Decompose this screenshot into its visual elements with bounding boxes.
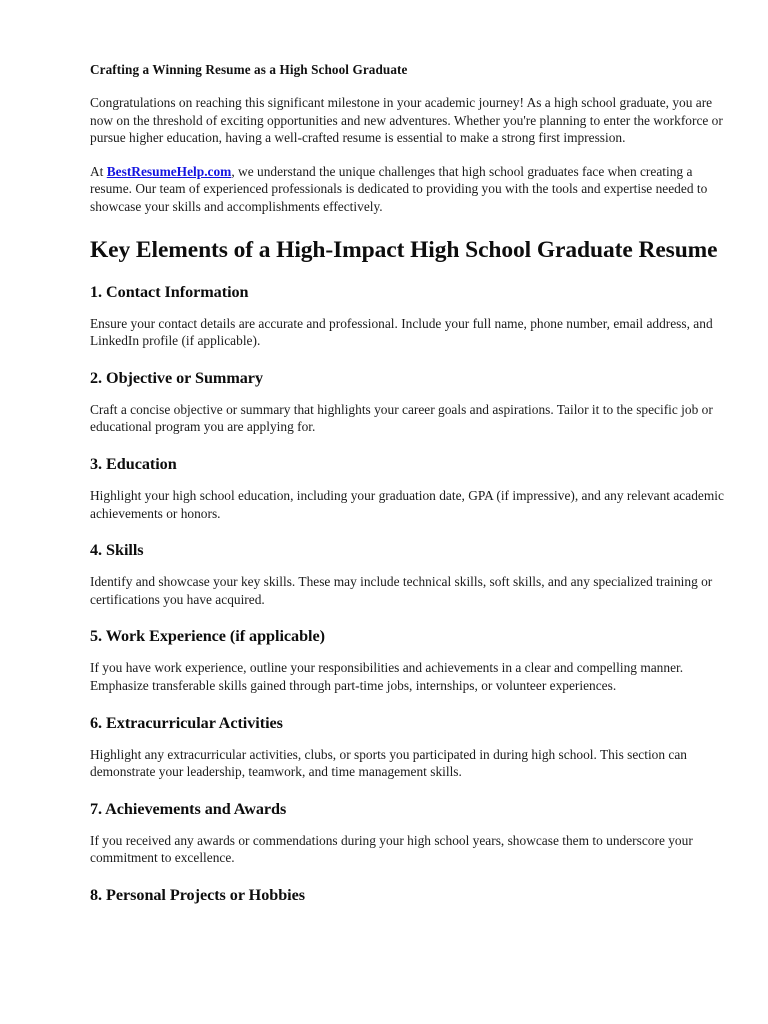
section-heading-4: 4. Skills bbox=[90, 541, 144, 560]
section-objective-or-summary bbox=[90, 368, 726, 436]
section-heading-1: 1. Contact Information bbox=[90, 282, 249, 301]
section-education bbox=[90, 454, 726, 522]
section-paragraph-7: If you received any awards or commendations during your high school years, showcase them to underscore your commitment to excellence. bbox=[90, 832, 693, 866]
section-achievements-and-awards bbox=[90, 799, 726, 867]
document-content bbox=[90, 62, 726, 905]
section-heading-5: 5. Work Experience (if applicable) bbox=[90, 627, 325, 646]
section-heading-6: 6. Extracurricular Activities bbox=[90, 713, 283, 732]
section-skills bbox=[90, 540, 726, 608]
section-extracurricular-activities bbox=[90, 713, 726, 781]
section-paragraph-6: Highlight any extracurricular activities, clubs, or sports you participated in during high school. This section can demonstrate your leadership, teamwork, and time management skills. bbox=[90, 746, 687, 780]
document-title: Crafting a Winning Resume as a High School Graduate bbox=[90, 62, 408, 77]
section-heading-3: 3. Education bbox=[90, 454, 177, 473]
section-work-experience bbox=[90, 626, 726, 694]
section-paragraph-5: If you have work experience, outline your responsibilities and achievements in a clear and compelling manner. Emphasize transferable skills gained through part-time jobs, internships, or volunteer experiences. bbox=[90, 660, 684, 693]
section-heading-2: 2. Objective or Summary bbox=[90, 368, 263, 387]
intro-paragraph: Congratulations on reaching this significant milestone in your academic journey! As a high school graduate, you are now on the threshold of exciting opportunities and new adventures. Whether you're planning to enter the workforce or pursue higher education, having a well-crafted resume is essential to make a strong first impression. bbox=[90, 95, 723, 146]
promo-text-before-link: At bbox=[90, 163, 107, 179]
bestresumehelp-link[interactable]: BestResumeHelp.com bbox=[106, 163, 232, 179]
section-heading-8: 8. Personal Projects or Hobbies bbox=[90, 885, 306, 904]
promo-paragraph bbox=[90, 163, 726, 216]
section-contact-information bbox=[90, 282, 726, 350]
section-heading-7: 7. Achievements and Awards bbox=[90, 799, 287, 818]
section-paragraph-3: Highlight your high school education, including your graduation date, GPA (if impressive), and any relevant academic achievements or honors. bbox=[90, 487, 724, 521]
main-heading: Key Elements of a High-Impact High School Graduate Resume bbox=[90, 236, 718, 263]
section-personal-projects-or-hobbies bbox=[90, 885, 726, 905]
promo-text-after-link: , we understand the unique challenges that high school graduates face when creating a resume. Our team of experienced professionals is dedicated to providing you with the tools and expertise needed to showcase your skills and accomplishments effectively. bbox=[90, 163, 708, 214]
section-paragraph-1: Ensure your contact details are accurate and professional. Include your full name, phone number, email address, and LinkedIn profile (if applicable). bbox=[90, 315, 713, 349]
section-paragraph-4: Identify and showcase your key skills. These may include technical skills, soft skills, and any specialized training or certifications you have acquired. bbox=[90, 574, 713, 607]
section-paragraph-2: Craft a concise objective or summary that highlights your career goals and aspirations. Tailor it to the specific job or educational program you are applying for. bbox=[90, 401, 713, 435]
